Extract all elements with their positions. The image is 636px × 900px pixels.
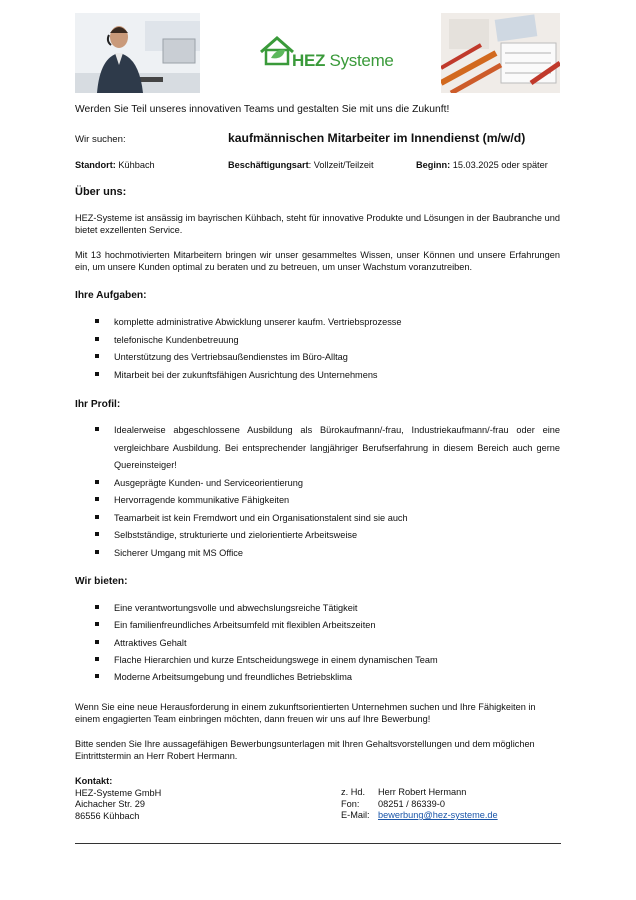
closing-paragraph-1: Wenn Sie eine neue Herausforderung in einem zukunftsorientierten Unternehmen suchen und Ihre Fähigkeiten in einem engagierten Team einbringen möchten, dann freuen wir uns auf Ihre Bewerbung!: [75, 702, 536, 724]
house-leaf-icon: [257, 32, 297, 68]
footer-divider: [75, 843, 561, 844]
contact-person: [341, 787, 498, 822]
office-photo: [75, 13, 200, 93]
contact-heading: Kontakt:: [75, 776, 113, 786]
list-item: Eine verantwortungsvolle und abwechslungsreiche Tätigkeit: [75, 600, 560, 617]
profile-heading: Ihr Profil:: [75, 399, 121, 410]
attn-label: z. Hd.: [341, 787, 365, 797]
offer-heading: Wir bieten:: [75, 576, 128, 587]
about-heading: Über uns:: [75, 186, 127, 198]
start-field: [416, 160, 548, 172]
attn-value: Herr Robert Hermann: [378, 787, 467, 797]
list-item: komplette administrative Abwicklung unserer kaufm. Vertriebsprozesse: [75, 314, 560, 332]
list-item: Hervorragende kommunikative Fähigkeiten: [75, 492, 560, 510]
location-field: [75, 160, 155, 172]
phone-label: Fon:: [341, 798, 360, 809]
start-value: 15.03.2025 oder später: [452, 160, 548, 170]
profile-list: [75, 422, 560, 562]
list-item: Mitarbeit bei der zukunftsfähigen Ausrichtung des Unternehmens: [75, 367, 560, 385]
logo-suffix: Systeme: [329, 51, 394, 70]
street: Aichacher Str. 29: [75, 799, 145, 809]
list-item: Idealerweise abgeschlossene Ausbildung als Bürokaufmann/-frau, Industriekaufmann/-frau oder eine vergleichbare Ausbildung. Bei entsprechender langjähriger Berufserfahrung in diesem Bereich auch gerne Quereinsteiger!: [75, 422, 560, 475]
email-link[interactable]: bewerbung@hez-systeme.de: [378, 810, 498, 820]
list-item: Unterstützung des Vertriebsaußendienstes im Büro-Alltag: [75, 349, 560, 367]
list-item: telefonische Kundenbetreuung: [75, 332, 560, 350]
construction-plan-photo: [441, 13, 560, 93]
tasks-heading: Ihre Aufgaben:: [75, 290, 147, 301]
list-item: Flache Hierarchien und kurze Entscheidungswege in einem dynamischen Team: [75, 652, 560, 669]
list-item: Teamarbeit ist kein Fremdwort und ein Organisationstalent sind sie auch: [75, 510, 560, 528]
employment-field: [228, 160, 374, 172]
intro-text: Werden Sie Teil unseres innovativen Teams und gestalten Sie mit uns die Zukunft!: [75, 104, 450, 115]
list-item: Attraktives Gehalt: [75, 635, 560, 652]
phone-value: 08251 / 86339-0: [378, 798, 445, 809]
company-logo: [257, 28, 394, 76]
list-item: Ein familienfreundliches Arbeitsumfeld mit flexiblen Arbeitszeiten: [75, 617, 560, 634]
location-label: Standort:: [75, 160, 116, 170]
employment-value: : Vollzeit/Teilzeit: [308, 160, 374, 170]
list-item: Sicherer Umgang mit MS Office: [75, 545, 560, 563]
company-name: HEZ-Systeme GmbH: [75, 787, 162, 798]
location-value: Kühbach: [118, 160, 155, 170]
start-label: Beginn:: [416, 160, 451, 170]
contact-address: [75, 776, 161, 822]
city: 86556 Kühbach: [75, 810, 140, 821]
tasks-list: [75, 314, 560, 384]
list-item: Selbstständige, strukturierte und zielorientierte Arbeitsweise: [75, 527, 560, 545]
list-item: Moderne Arbeitsumgebung und freundliches Betriebsklima: [75, 669, 560, 686]
about-paragraph-2: Mit 13 hochmotivierten Mitarbeitern bringen wir unser gesammeltes Wissen, unser Können und unsere Erfahrungen ein, um unsere Kunden optimal zu beraten und zu betreuen, um unser Wachstum voranzutreiben.: [75, 250, 560, 272]
job-title: kaufmännischen Mitarbeiter im Innendienst (m/w/d): [228, 131, 526, 145]
about-paragraph-1: HEZ-Systeme ist ansässig im bayrischen Kühbach, steht für innovative Produkte und Lösungen in der Baubranche und bietet exzellenten Service.: [75, 213, 560, 235]
closing-paragraph-2: Bitte senden Sie Ihre aussagefähigen Bewerbungsunterlagen mit Ihren Gehaltsvorstellungen und dem möglichen Eintrittstermin an Herr Robert Hermann.: [75, 739, 535, 761]
offer-list: [75, 600, 560, 686]
email-label: E-Mail:: [341, 810, 370, 820]
list-item: Ausgeprägte Kunden- und Serviceorientierung: [75, 475, 560, 493]
search-label: Wir suchen:: [75, 134, 126, 145]
employment-label: Beschäftigungsart: [228, 160, 309, 170]
logo-brand: HEZ: [292, 51, 326, 70]
